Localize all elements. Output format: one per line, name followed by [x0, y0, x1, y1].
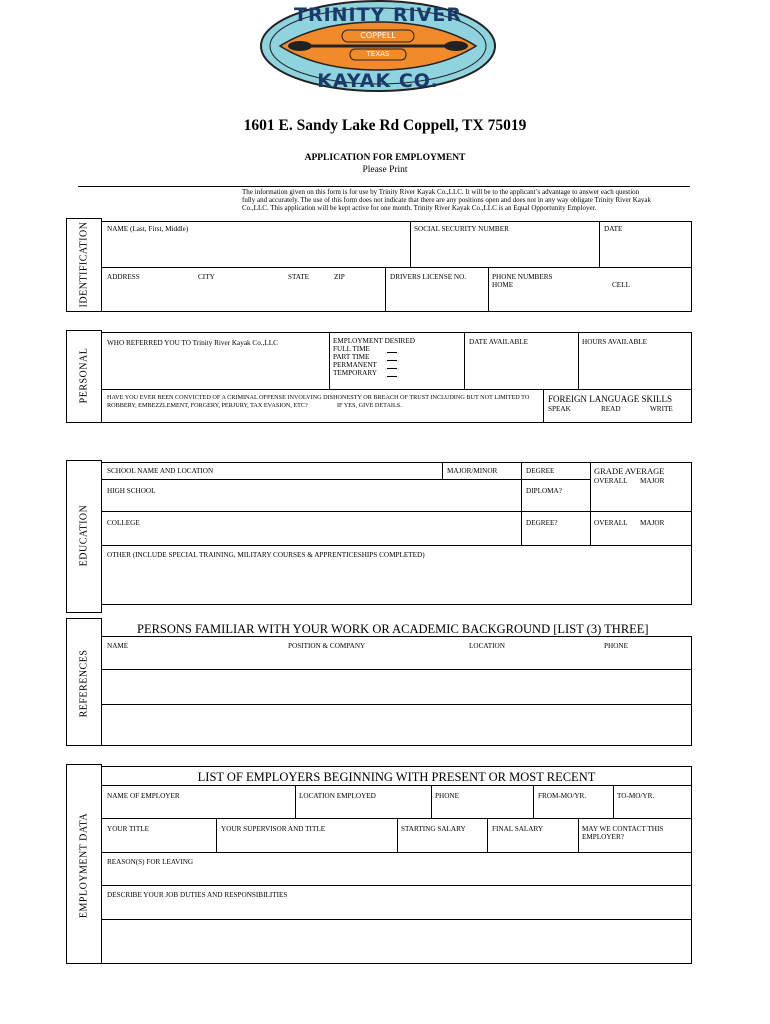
high-school-label[interactable]: HIGH SCHOOL	[107, 487, 156, 495]
foreign-language-label: FOREIGN LANGUAGE SKILLS	[548, 394, 672, 404]
referred-field-label[interactable]: WHO REFERRED YOU TO Trinity River Kayak Co.,LLC	[107, 339, 278, 347]
references-side-label: REFERENCES	[78, 649, 90, 718]
supervisor-label[interactable]: YOUR SUPERVISOR AND TITLE	[221, 825, 326, 833]
full-time-option[interactable]: FULL TIME	[333, 345, 370, 353]
from-date-label[interactable]: FROM-MO/YR.	[538, 792, 587, 800]
overall-label[interactable]: OVERALL	[594, 477, 628, 485]
logo-text-top: TRINITY RIVER	[294, 4, 462, 26]
employment-desired-label: EMPLOYMENT DESIRED	[333, 337, 415, 345]
may-contact-label-2[interactable]: EMPLOYER?	[582, 833, 624, 841]
part-time-option[interactable]: PART TIME	[333, 353, 370, 361]
to-date-label[interactable]: TO-MO/YR.	[617, 792, 655, 800]
date-field-label[interactable]: DATE	[604, 225, 623, 233]
reference-position-label[interactable]: POSITION & COMPANY	[288, 642, 366, 650]
logo-text-bottom: KAYAK CO.	[317, 70, 439, 92]
temporary-option[interactable]: TEMPORARY	[333, 369, 377, 377]
employment-side-label: EMPLOYMENT DATA	[78, 812, 90, 919]
conviction-question-line-1: HAVE YOU EVER BEEN CONVICTED OF A CRIMINAL OFFENSE INVOLVING DISHONESTY OR BREACH OF TRUST INCLUDING BUT NOT LIMITED TO	[107, 394, 530, 401]
hours-available-label[interactable]: HOURS AVAILABLE	[582, 338, 648, 346]
write-label[interactable]: WRITE	[650, 405, 673, 413]
college-major-label[interactable]: MAJOR	[640, 519, 665, 527]
logo-text-texas: TEXAS	[366, 50, 390, 58]
employment-heading: LIST OF EMPLOYERS BEGINNING WITH PRESENT OR MOST RECENT	[197, 770, 596, 784]
grade-average-label: GRADE AVERAGE	[594, 466, 665, 476]
header-rule	[78, 186, 690, 187]
may-contact-label-1[interactable]: MAY WE CONTACT THIS	[582, 825, 664, 833]
city-field-label[interactable]: CITY	[198, 273, 215, 281]
form-subtitle: Please Print	[362, 165, 408, 175]
home-phone-label[interactable]: HOME	[492, 281, 514, 289]
company-logo	[258, 0, 498, 96]
conviction-question-line-2: ROBBERY, EMBEZZLEMENT, FORGERY, PERJURY, TAX EVASION, ETC?	[107, 402, 308, 409]
employment-table	[101, 785, 692, 964]
major-minor-label: MAJOR/MINOR	[447, 467, 498, 475]
speak-label[interactable]: SPEAK	[548, 405, 571, 413]
school-name-label: SCHOOL NAME AND LOCATION	[107, 467, 214, 475]
degree-label: DEGREE	[526, 467, 555, 475]
reference-name-label[interactable]: NAME	[107, 642, 129, 650]
address-field-label[interactable]: ADDRESS	[107, 273, 140, 281]
identification-side-label: IDENTIFICATION	[78, 221, 90, 308]
college-overall-label[interactable]: OVERALL	[594, 519, 628, 527]
phone-field-label: PHONE NUMBERS	[492, 273, 553, 281]
final-salary-label[interactable]: FINAL SALARY	[492, 825, 544, 833]
read-label[interactable]: READ	[601, 405, 621, 413]
diploma-label[interactable]: DIPLOMA?	[526, 487, 562, 495]
form-title: APPLICATION FOR EMPLOYMENT	[304, 153, 466, 163]
notice-line-2: fully and accurately. The use of this form does not indicate that there are any positions open and does not in any way obligate Trinity River Kayak	[242, 196, 652, 204]
reasons-leaving-label[interactable]: REASON(S) FOR LEAVING	[107, 858, 194, 866]
starting-salary-label[interactable]: STARTING SALARY	[401, 825, 466, 833]
job-duties-label[interactable]: DESCRIBE YOUR JOB DUTIES AND RESPONSIBILITIES	[107, 891, 288, 899]
zip-field-label[interactable]: ZIP	[334, 273, 345, 281]
references-table	[101, 636, 692, 746]
location-employed-label[interactable]: LOCATION EMPLOYED	[299, 792, 376, 800]
employer-phone-label[interactable]: PHONE	[435, 792, 459, 800]
cell-phone-label[interactable]: CELL	[612, 281, 630, 289]
employer-name-label[interactable]: NAME OF EMPLOYER	[107, 792, 180, 800]
date-available-label[interactable]: DATE AVAILABLE	[469, 338, 529, 346]
college-label[interactable]: COLLEGE	[107, 519, 140, 527]
company-address: 1601 E. Sandy Lake Rd Coppell, TX 75019	[243, 117, 527, 134]
notice-line-3: Co.,LLC. This application will be kept active for one month. Trinity River Kayak Co.,LLC is an Equal Opportunity Employer.	[242, 204, 597, 212]
state-field-label[interactable]: STATE	[288, 273, 309, 281]
personal-side-label: PERSONAL	[78, 347, 90, 404]
logo-text-coppell: COPPELL	[360, 31, 396, 40]
references-heading: PERSONS FAMILIAR WITH YOUR WORK OR ACADEMIC BACKGROUND [LIST (3) THREE]	[137, 622, 649, 636]
permanent-option[interactable]: PERMANENT	[333, 361, 377, 369]
degree-question-label[interactable]: DEGREE?	[526, 519, 558, 527]
your-title-label[interactable]: YOUR TITLE	[107, 825, 149, 833]
ssn-field-label[interactable]: SOCIAL SECURITY NUMBER	[414, 225, 509, 233]
education-side-label: EDUCATION	[78, 504, 90, 567]
license-field-label[interactable]: DRIVERS LICENSE NO.	[390, 273, 467, 281]
name-field-label[interactable]: NAME (Last, First, Middle)	[107, 225, 189, 233]
reference-location-label[interactable]: LOCATION	[469, 642, 505, 650]
other-training-label[interactable]: OTHER (INCLUDE SPECIAL TRAINING, MILITARY COURSES & APPRENTICESHIPS COMPLETED)	[107, 551, 425, 559]
reference-phone-label[interactable]: PHONE	[604, 642, 628, 650]
major-grade-label[interactable]: MAJOR	[640, 477, 665, 485]
conviction-details-label[interactable]: IF YES, GIVE DETAILS.	[337, 402, 402, 409]
notice-line-1: The information given on this form is for use by Trinity River Kayak Co.,LLC. It will be to the applicant’s advantage to answer each question	[242, 188, 640, 196]
